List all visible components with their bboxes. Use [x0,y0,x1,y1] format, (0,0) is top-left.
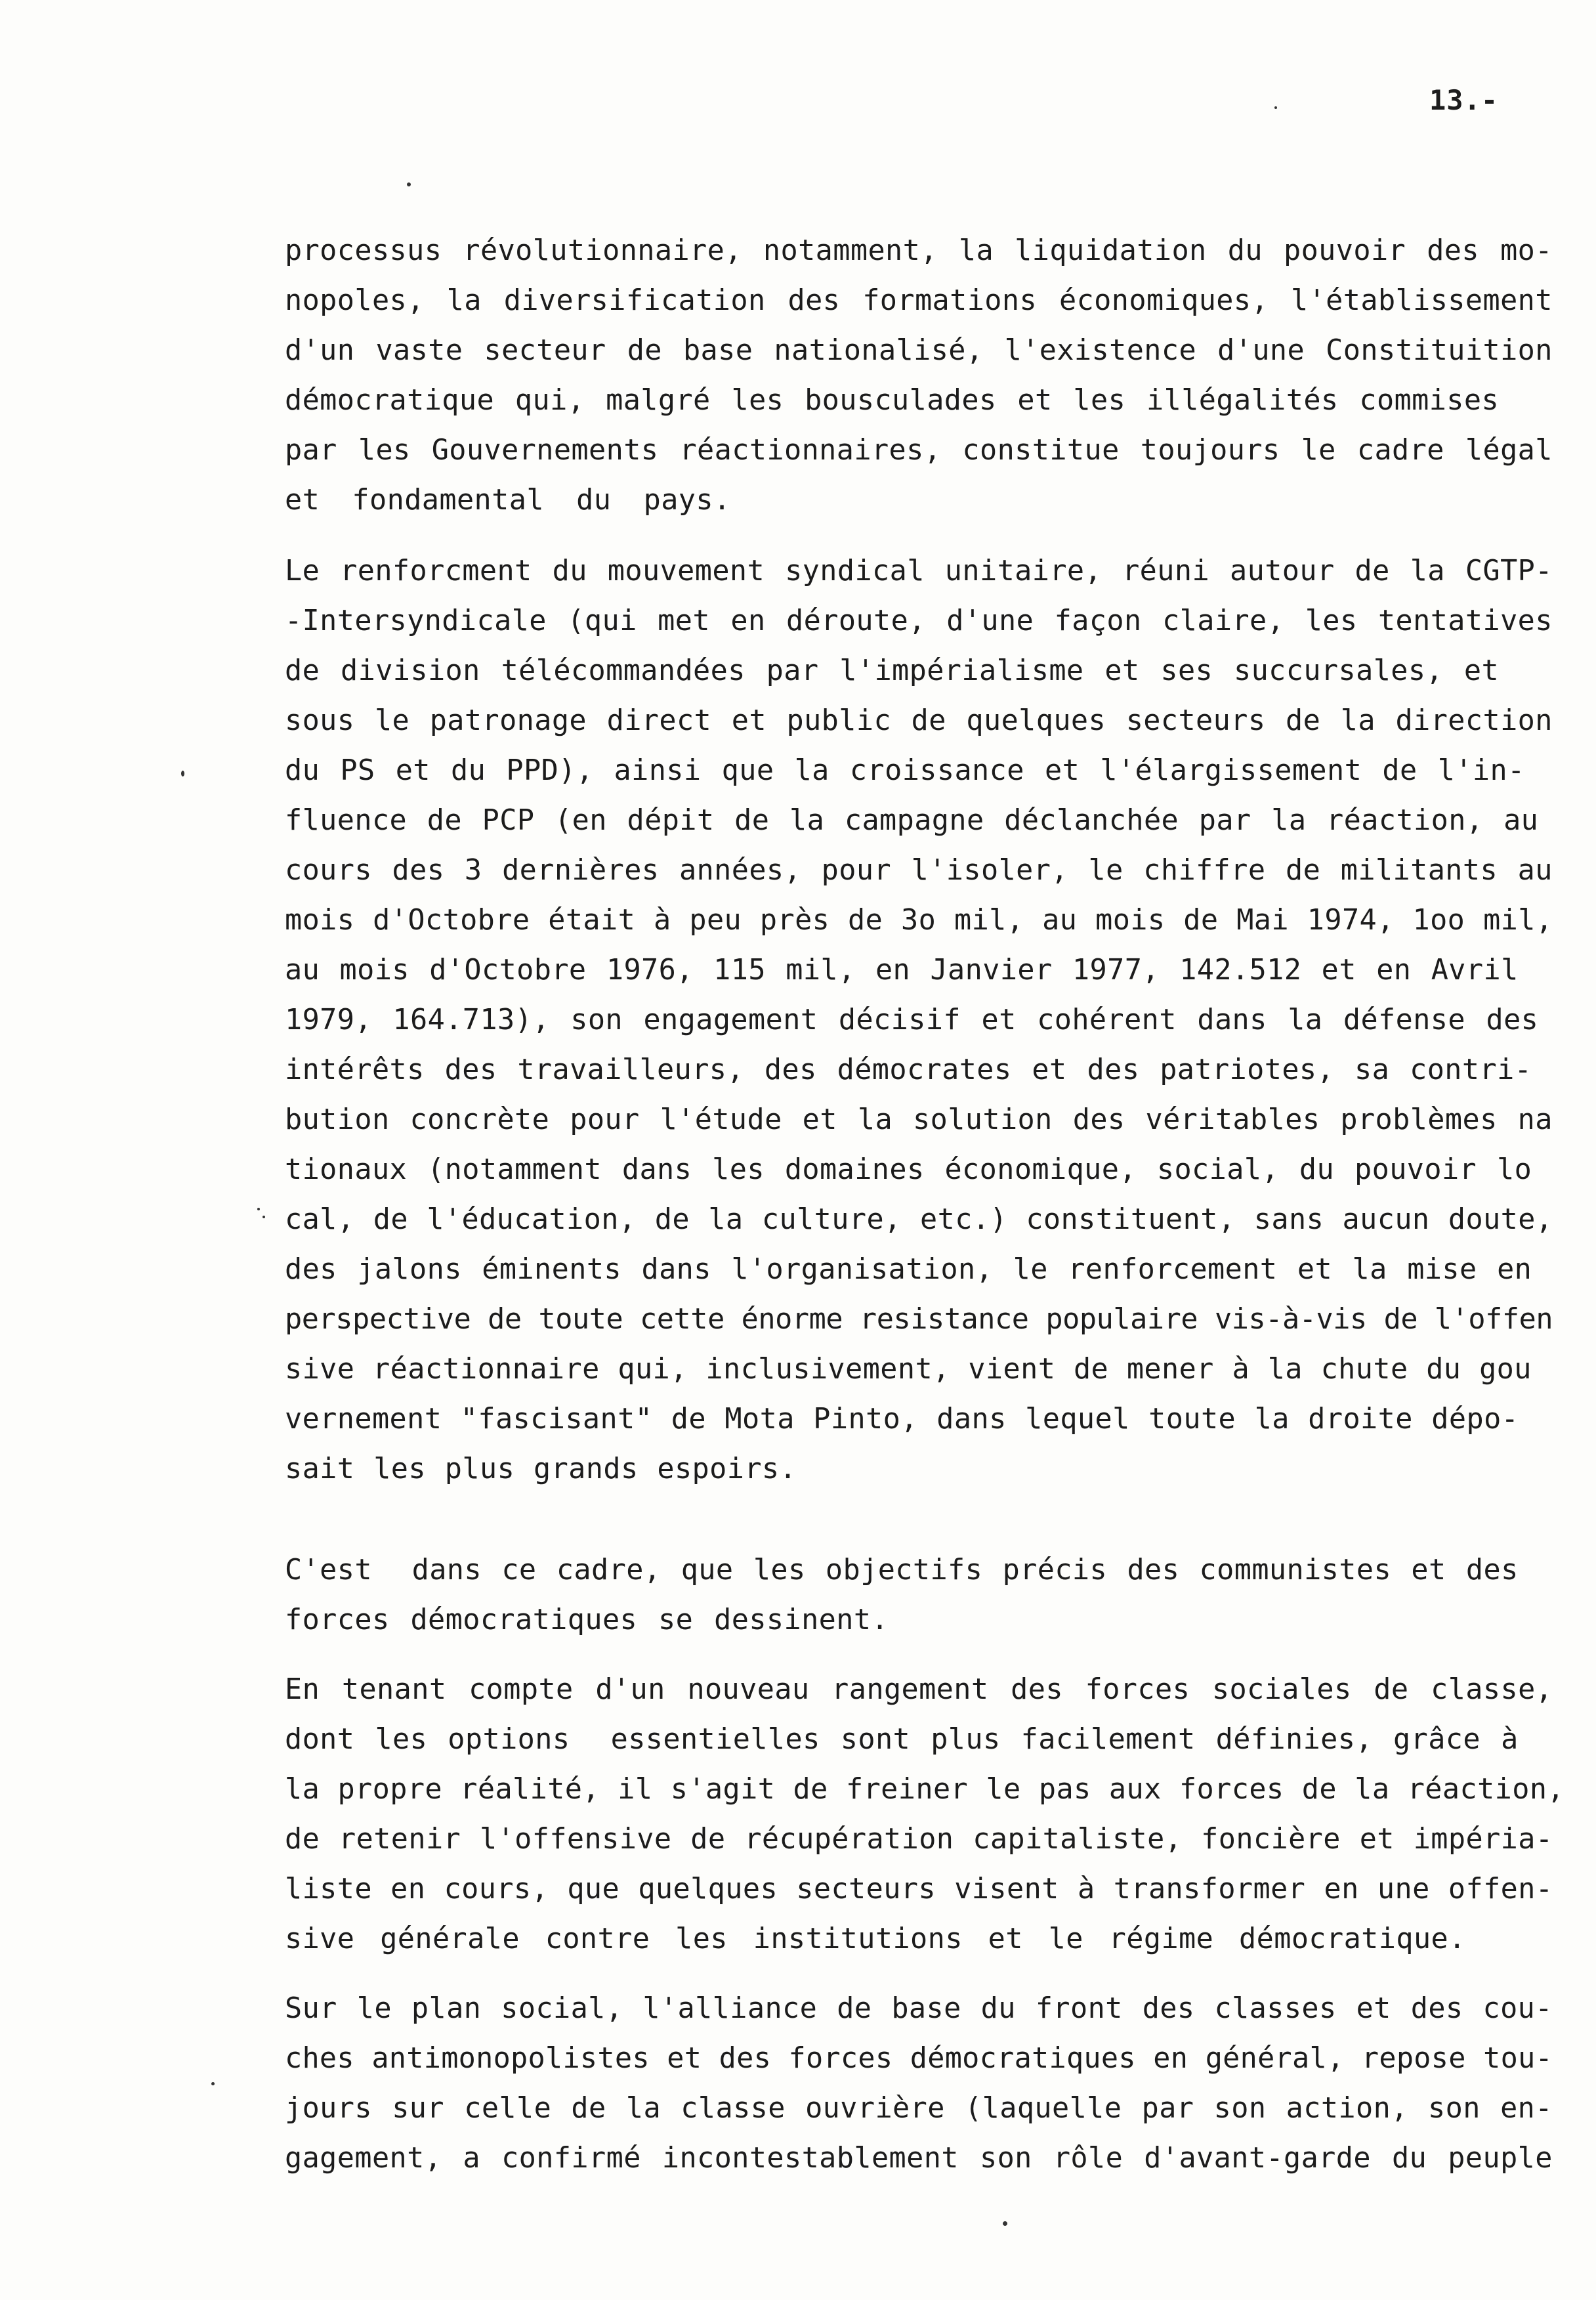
text-line: sous le patronage direct et public de quelques secteurs de la direction [285,704,1553,737]
scan-speck [262,1216,265,1218]
text-line: En tenant compte d'un nouveau rangement des forces sociales de classe, [285,1673,1553,1706]
text-line: fluence de PCP (en dépit de la campagne déclanchée par la réaction, au [285,804,1539,837]
text-line: cal, de l'éducation, de la culture, etc.) constituent, sans aucun doute, [285,1203,1553,1236]
text-line: 1979, 164.713), son engagement décisif et cohérent dans la défense des [285,1004,1539,1036]
text-line: -Intersyndicale (qui met en déroute, d'une façon claire, les tentatives [285,605,1553,637]
text-line: sait les plus grands espoirs. [285,1453,797,1485]
text-line: au mois d'Octobre 1976, 115 mil, en Janvier 1977, 142.512 et en Avril [285,954,1519,987]
scan-speck [257,1208,260,1210]
scan-speck [181,771,184,777]
text-line: forces démocratiques se dessinent. [285,1604,889,1636]
scan-speck [211,2082,215,2085]
text-line: des jalons éminents dans l'organisation, le renforcement et la mise en [285,1253,1532,1286]
text-line: cours des 3 dernières années, pour l'isoler, le chiffre de militants au [285,854,1553,887]
text-line: nopoles, la diversification des formations économiques, l'établissement [285,284,1553,317]
text-line: Sur le plan social, l'alliance de base du front des classes et des cou- [285,1992,1553,2025]
page-number: 13.- [1429,84,1499,116]
text-line: du PS et du PPD), ainsi que la croissance et l'élargissement de l'in- [285,754,1525,787]
scan-speck [1274,106,1277,109]
text-line: tionaux (notamment dans les domaines économique, social, du pouvoir lo [285,1153,1532,1186]
scan-speck [1003,2221,1007,2226]
text-line: intérêts des travailleurs, des démocrates et des patriotes, sa contri- [285,1054,1532,1086]
text-line: sive générale contre les institutions et le régime démocratique. [285,1923,1466,1955]
text-line: jours sur celle de la classe ouvrière (laquelle par son action, son en- [285,2092,1553,2125]
text-line: processus révolutionnaire, notamment, la liquidation du pouvoir des mo- [285,234,1553,267]
text-line: d'un vaste secteur de base nationalisé, l'existence d'une Constituition [285,334,1553,367]
text-line: et fondamental du pays. [285,484,731,517]
text-line: ches antimonopolistes et des forces démocratiques en général, repose tou- [285,2042,1553,2075]
text-line: sive réactionnaire qui, inclusivement, vient de mener à la chute du gou [285,1353,1532,1386]
text-line: perspective de toute cette énorme resistance populaire vis-à-vis de l'offen [285,1303,1553,1336]
text-line: C'est dans ce cadre, que les objectifs précis des communistes et des [285,1554,1519,1587]
text-line: Le renforcment du mouvement syndical unitaire, réuni autour de la CGTP- [285,555,1553,587]
text-line: gagement, a confirmé incontestablement son rôle d'avant-garde du peuple [285,2142,1553,2175]
text-line: dont les options essentielles sont plus facilement définies, grâce à [285,1723,1519,1756]
text-line: bution concrète pour l'étude et la solution des véritables problèmes na [285,1103,1553,1136]
text-line: vernement "fascisant" de Mota Pinto, dans lequel toute la droite dépo- [285,1403,1519,1436]
text-line: liste en cours, que quelques secteurs visent à transformer en une offen- [285,1873,1553,1906]
text-line: démocratique qui, malgré les bousculades et les illégalités commises [285,384,1500,417]
text-line: mois d'Octobre était à peu près de 3o mil, au mois de Mai 1974, 1oo mil, [285,904,1553,937]
scan-speck [407,182,411,186]
text-line: de retenir l'offensive de récupération capitaliste, foncière et impéria- [285,1823,1553,1856]
text-line: par les Gouvernements réactionnaires, constitue toujours le cadre légal [285,434,1553,467]
text-line: la propre réalité, il s'agit de freiner le pas aux forces de la réaction, [285,1773,1565,1806]
text-line: de division télécommandées par l'impérialisme et ses succursales, et [285,654,1500,687]
